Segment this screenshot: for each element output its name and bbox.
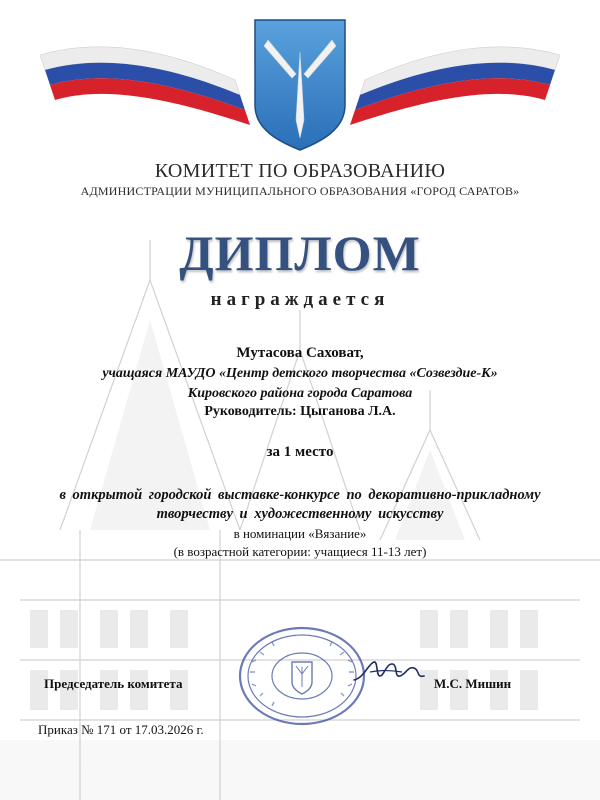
- awarded-label: награждается: [210, 289, 390, 310]
- chairman-name: М.С. Мишин: [434, 676, 512, 691]
- contest-description-line2: творчеству и художественному искусству: [156, 506, 444, 522]
- diploma-title: ДИПЛОМ: [179, 225, 421, 281]
- award-place: за 1 место: [266, 444, 334, 460]
- chairman-label: Председатель комитета: [44, 676, 183, 691]
- recipient-school: учащаяся МАУДО «Центр детского творчества «Созвездие-К»: [102, 366, 498, 381]
- order-number: Приказ № 171 от 17.03.2026 г.: [38, 722, 204, 737]
- handwritten-signature-icon: [350, 650, 430, 690]
- saratov-coat-of-arms-icon: [255, 20, 345, 150]
- recipient-district: Кировского района города Саратова: [187, 386, 413, 401]
- committee-subtitle: АДМИНИСТРАЦИИ МУНИЦИПАЛЬНОГО ОБРАЗОВАНИЯ «ГОРОД САРАТОВ»: [80, 184, 520, 198]
- recipient-leader: Руководитель: Цыганова Л.А.: [204, 404, 396, 419]
- recipient-name: Мутасова Саховат,: [236, 345, 364, 361]
- nomination: в номинации «Вязание»: [233, 526, 367, 541]
- flag-ribbon: [0, 0, 600, 160]
- contest-description-line1: в открытой городской выставке-конкурсе по декоративно-прикладному: [59, 487, 541, 503]
- committee-title: КОМИТЕТ ПО ОБРАЗОВАНИЮ: [154, 160, 446, 182]
- age-category: (в возрастной категории: учащиеся 11-13 лет): [173, 544, 427, 559]
